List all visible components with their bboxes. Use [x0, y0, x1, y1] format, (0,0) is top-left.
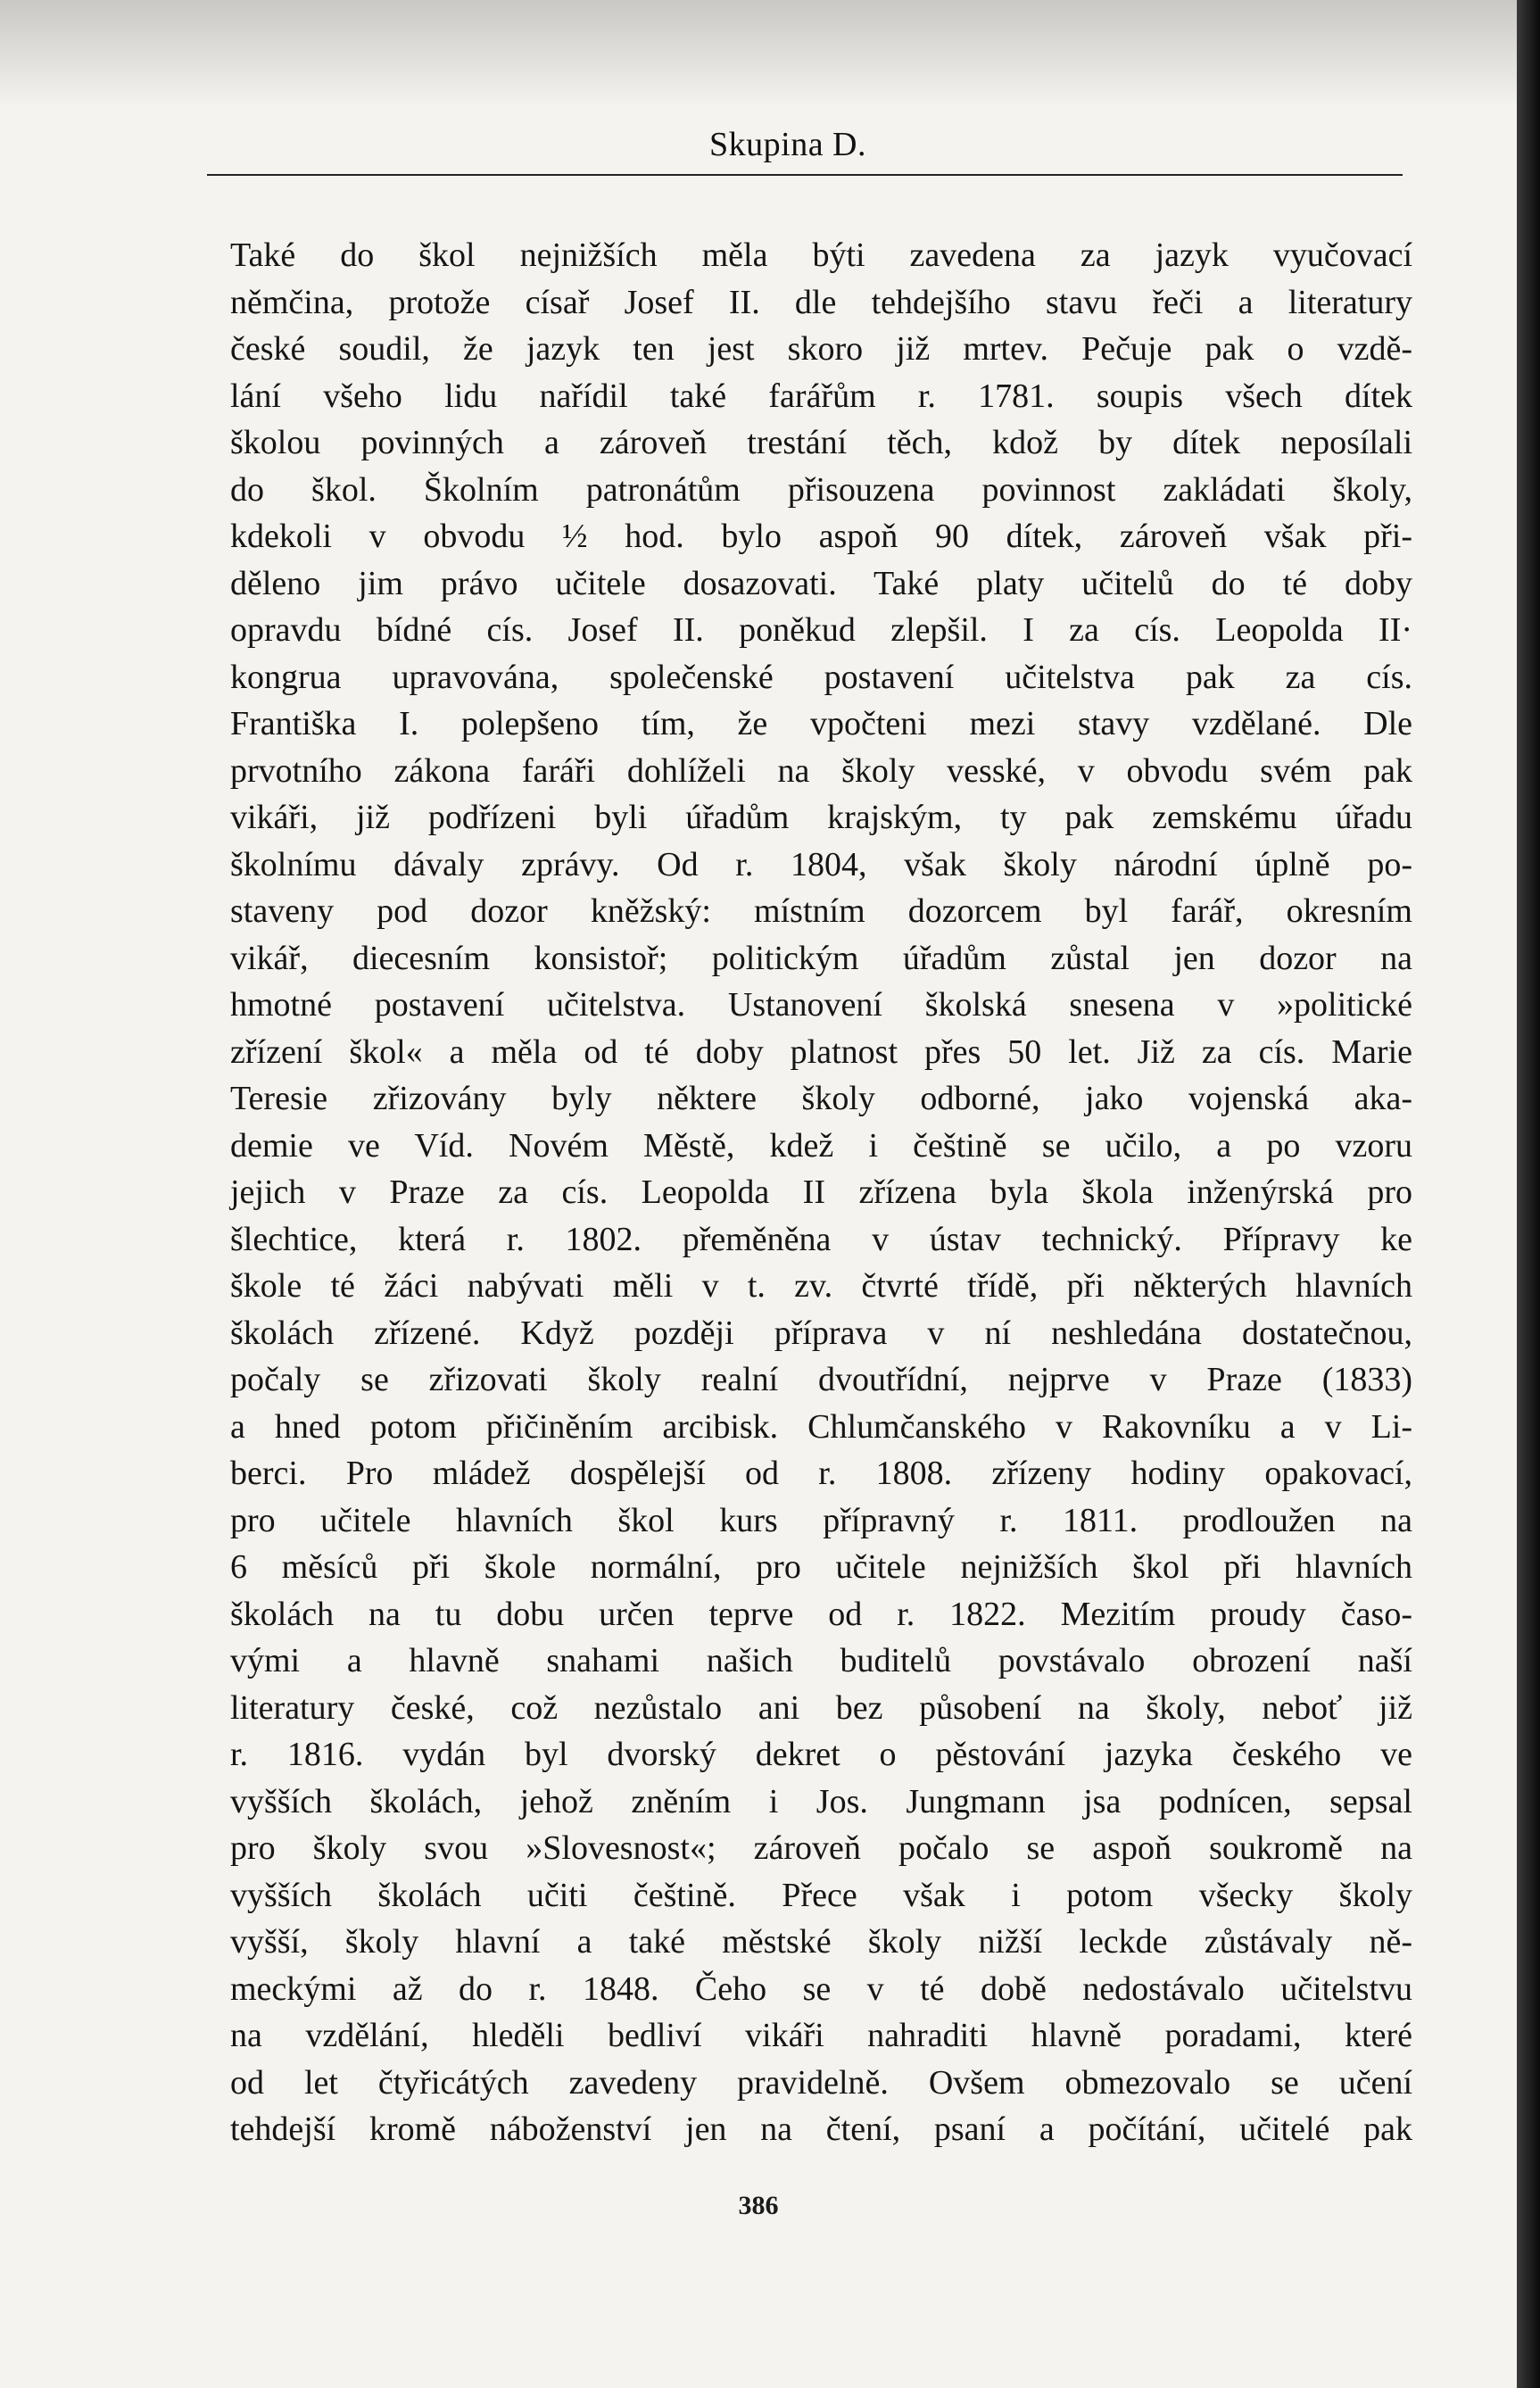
text-line: demie ve Víd. Novém Městě, kdež i češtině se učilo, a po vzoru	[230, 1126, 1412, 1165]
text-line: prvotního zákona faráři dohlíželi na školy vesské, v obvodu svém pak	[230, 751, 1412, 790]
text-line: meckými až do r. 1848. Čeho se v té době nedostávalo učitelstvu	[230, 1969, 1412, 2008]
text-line: r. 1816. vydán byl dvorský dekret o pěstování jazyka českého ve	[230, 1736, 1412, 1773]
text-line: Také do škol nejnižších měla býti zavedena za jazyk vyučovací	[230, 236, 1412, 274]
text-line: školnímu dávaly zprávy. Od r. 1804, však školy národní úplně po-	[230, 845, 1412, 883]
text-line: berci. Pro mládež dospělejší od r. 1808. zřízeny hodiny opakovací,	[230, 1455, 1412, 1492]
text-line: do škol. Školním patronátům přisouzena povinnost zakládati školy,	[230, 470, 1412, 509]
text-line: vyšších školách učiti češtině. Přece však i potom všecky školy	[230, 1876, 1412, 1914]
text-line: zřízení škol« a měla od té doby platnost přes 50 let. Již za cís. Marie	[230, 1032, 1412, 1071]
text-line: literatury české, což nezůstalo ani bez působení na školy, neboť již	[230, 1688, 1412, 1727]
text-line: školách na tu dobu určen teprve od r. 1822. Mezitím proudy časo-	[230, 1595, 1412, 1633]
text-line: školách zřízené. Když později příprava v ní neshledána dostatečnou,	[230, 1314, 1412, 1352]
body-text	[230, 232, 1412, 2153]
text-line: tehdejší kromě náboženství jen na čtení, psaní a počítání, učitelé pak	[230, 2110, 1412, 2148]
text-line: opravdu bídné cís. Josef II. poněkud zlepšil. I za cís. Leopolda II·	[230, 611, 1412, 649]
text-line: šlechtice, která r. 1802. přeměněna v ústav technický. Přípravy ke	[230, 1220, 1412, 1258]
scan-edge	[1517, 0, 1540, 2388]
text-line: lání všeho lidu nařídil také farářům r. 1781. soupis všech dítek	[230, 377, 1412, 415]
text-line: české soudil, že jazyk ten jest skoro již mrtev. Pečuje pak o vzdě-	[230, 330, 1412, 368]
text-line: hmotné postavení učitelstva. Ustanovení školská snesena v »politické	[230, 986, 1412, 1024]
text-line: škole té žáci nabývati měli v t. zv. čtvrté třídě, při některých hlavních	[230, 1267, 1412, 1305]
text-line: od let čtyřicátých zavedeny pravidelně. Ovšem obmezovalo se učení	[230, 2063, 1412, 2102]
text-line: na vzdělání, hleděli bedliví vikáři nahraditi hlavně poradami, které	[230, 2017, 1412, 2054]
text-line: vými a hlavně snahami našich buditelů povstávalo obrození naší	[230, 1642, 1412, 1679]
text-line: vyšších školách, jehož zněním i Jos. Jungmann jsa podnícen, sepsal	[230, 1782, 1412, 1820]
text-line: pro učitele hlavních škol kurs přípravný r. 1811. prodloužen na	[230, 1501, 1412, 1539]
text-line: kdekoli v obvodu ½ hod. bylo aspoň 90 dítek, zároveň však při-	[230, 518, 1412, 555]
text-line: pro školy svou »Slovesnost«; zároveň počalo se aspoň soukromě na	[230, 1829, 1412, 1867]
text-line: školou povinných a zároveň trestání těch, kdož by dítek neposílali	[230, 424, 1412, 461]
text-line: vikář, diecesním konsistoř; politickým úřadům zůstal jen dozor na	[230, 939, 1412, 977]
text-line: staveny pod dozor kněžský: místním dozorcem byl farář, okresním	[230, 892, 1412, 930]
text-line: němčina, protože císař Josef II. dle tehdejšího stavu řeči a literatury	[230, 283, 1412, 321]
scan-shadow	[0, 0, 1517, 107]
text-line: kongrua upravována, společenské postavení učitelstva pak za cís.	[230, 658, 1412, 696]
header-rule	[207, 174, 1403, 176]
text-line: Františka I. polepšeno tím, že vpočteni mezi stavy vzdělané. Dle	[230, 705, 1412, 742]
text-line: jejich v Praze za cís. Leopolda II zřízena byla škola inženýrská pro	[230, 1173, 1412, 1211]
page-number: 386	[738, 2191, 779, 2220]
page-title: Skupina D.	[709, 126, 866, 163]
text-line: vikáři, již podřízeni byli úřadům krajským, ty pak zemskému úřadu	[230, 799, 1412, 836]
text-line: vyšší, školy hlavní a také městské školy nižší leckde zůstávaly ně-	[230, 1923, 1412, 1961]
text-line: a hned potom přičiněním arcibisk. Chlumčanského v Rakovníku a v Li-	[230, 1407, 1412, 1446]
text-line: 6 měsíců při škole normální, pro učitele nejnižších škol při hlavních	[230, 1548, 1412, 1586]
text-line: děleno jim právo učitele dosazovati. Také platy učitelů do té doby	[230, 564, 1412, 602]
text-line: Teresie zřizovány byly některe školy odborné, jako vojenská aka-	[230, 1080, 1412, 1117]
text-line: počaly se zřizovati školy realní dvoutřídní, nejprve v Praze (1833)	[230, 1361, 1412, 1398]
